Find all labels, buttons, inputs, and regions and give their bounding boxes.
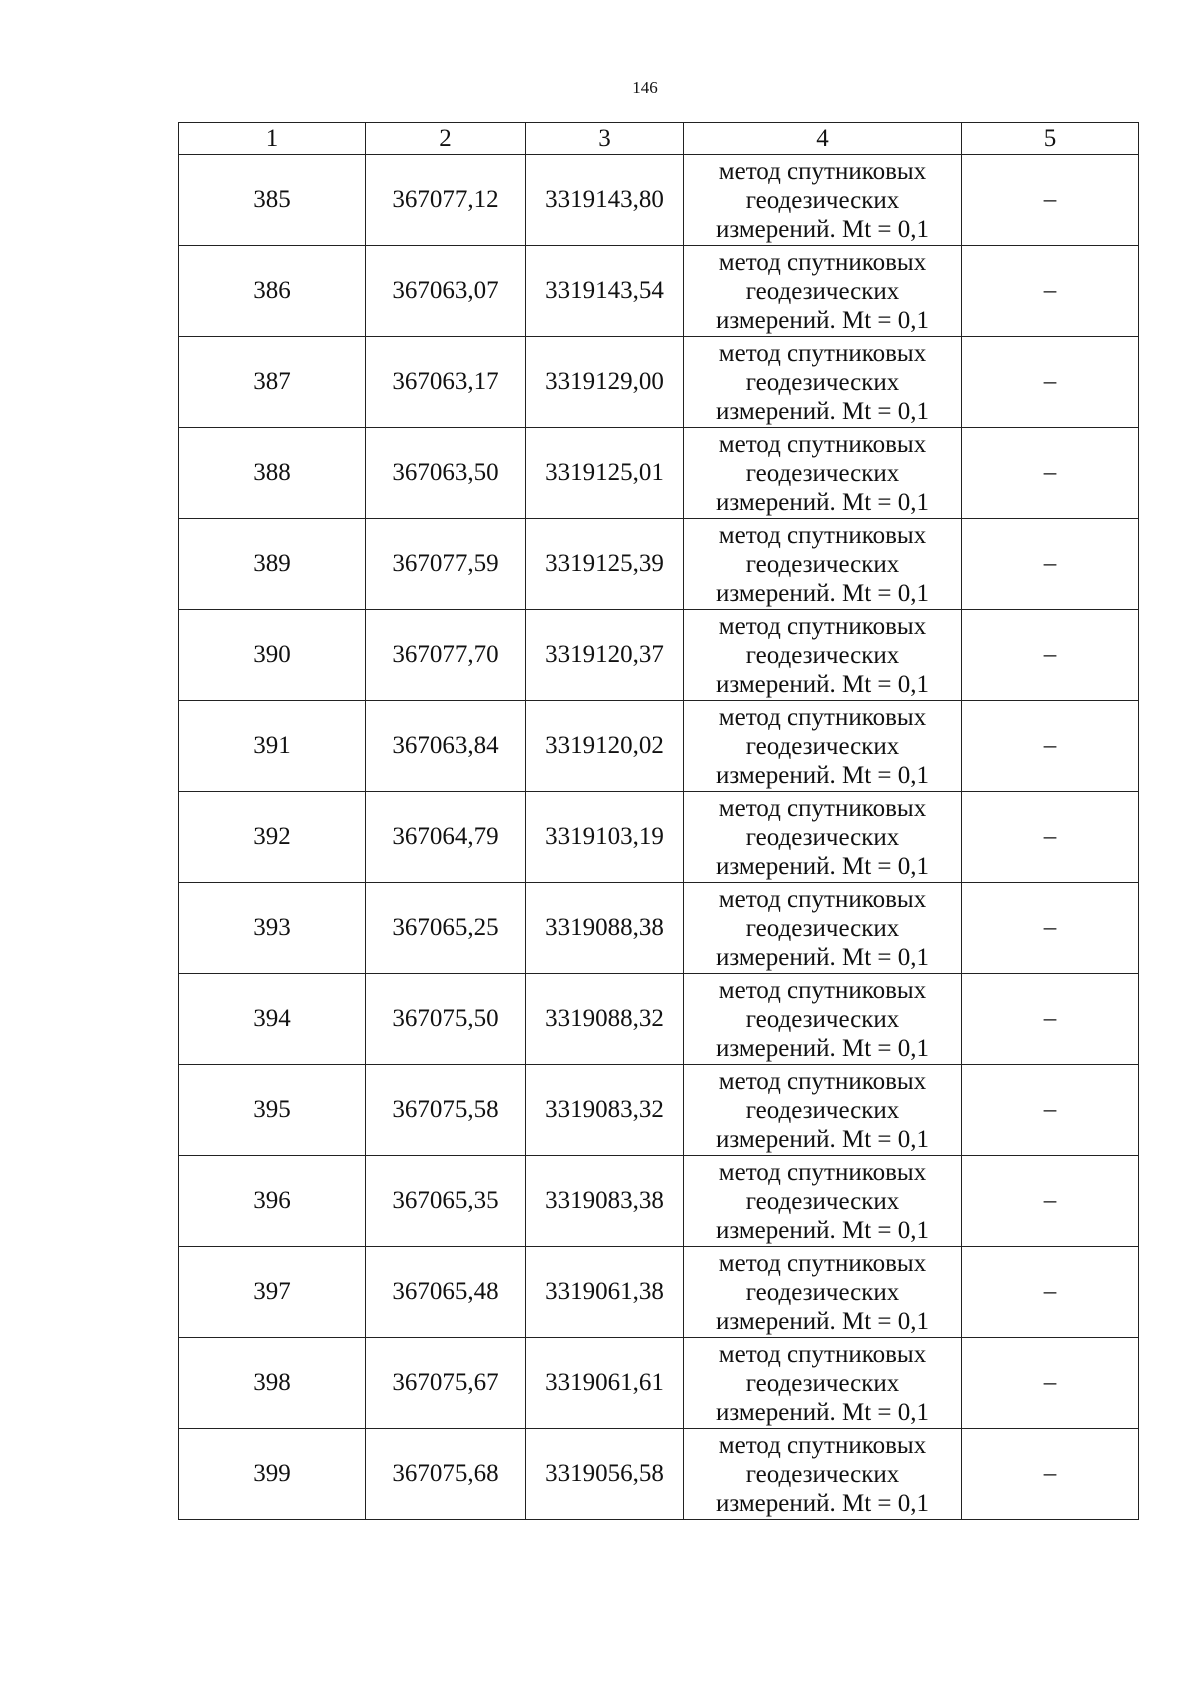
point-number-cell: 397 xyxy=(179,1247,366,1338)
method-line: метод спутниковых xyxy=(718,248,927,276)
y-coordinate-cell: 3319120,02 xyxy=(526,701,684,792)
x-coordinate-cell: 367077,70 xyxy=(366,610,526,701)
method-cell xyxy=(684,974,962,1065)
x-coordinate-cell: 367065,48 xyxy=(366,1247,526,1338)
method-line: геодезических xyxy=(745,1005,900,1033)
method-line: геодезических xyxy=(745,459,900,487)
note-cell: – xyxy=(962,701,1139,792)
method-line: геодезических xyxy=(745,914,900,942)
x-coordinate-cell: 367075,67 xyxy=(366,1338,526,1429)
method-line: метод спутниковых xyxy=(718,794,927,822)
method-line: метод спутниковых xyxy=(718,430,927,458)
table-row xyxy=(179,519,1139,610)
note-cell: – xyxy=(962,1429,1139,1520)
method-cell xyxy=(684,519,962,610)
method-line: измерений. Mt = 0,1 xyxy=(715,215,930,243)
column-header: 1 xyxy=(179,123,366,155)
method-cell xyxy=(684,792,962,883)
y-coordinate-cell: 3319129,00 xyxy=(526,337,684,428)
table-row xyxy=(179,701,1139,792)
note-cell: – xyxy=(962,246,1139,337)
method-cell xyxy=(684,883,962,974)
method-line: измерений. Mt = 0,1 xyxy=(715,943,930,971)
method-cell xyxy=(684,246,962,337)
note-cell: – xyxy=(962,1338,1139,1429)
method-line: геодезических xyxy=(745,186,900,214)
y-coordinate-cell: 3319143,54 xyxy=(526,246,684,337)
point-number-cell: 389 xyxy=(179,519,366,610)
point-number-cell: 392 xyxy=(179,792,366,883)
y-coordinate-cell: 3319061,61 xyxy=(526,1338,684,1429)
method-cell xyxy=(684,1429,962,1520)
method-cell xyxy=(684,155,962,246)
method-line: измерений. Mt = 0,1 xyxy=(715,1216,930,1244)
method-line: метод спутниковых xyxy=(718,703,927,731)
y-coordinate-cell: 3319061,38 xyxy=(526,1247,684,1338)
method-line: измерений. Mt = 0,1 xyxy=(715,1307,930,1335)
note-cell: – xyxy=(962,610,1139,701)
x-coordinate-cell: 367065,35 xyxy=(366,1156,526,1247)
x-coordinate-cell: 367063,50 xyxy=(366,428,526,519)
method-line: геодезических xyxy=(745,1278,900,1306)
method-line: измерений. Mt = 0,1 xyxy=(715,1125,930,1153)
column-header: 3 xyxy=(526,123,684,155)
point-number-cell: 391 xyxy=(179,701,366,792)
y-coordinate-cell: 3319120,37 xyxy=(526,610,684,701)
method-line: геодезических xyxy=(745,550,900,578)
method-line: измерений. Mt = 0,1 xyxy=(715,670,930,698)
method-line: метод спутниковых xyxy=(718,157,927,185)
method-line: геодезических xyxy=(745,277,900,305)
method-line: измерений. Mt = 0,1 xyxy=(715,306,930,334)
y-coordinate-cell: 3319088,38 xyxy=(526,883,684,974)
table-row xyxy=(179,1429,1139,1520)
table-row xyxy=(179,1156,1139,1247)
y-coordinate-cell: 3319125,39 xyxy=(526,519,684,610)
method-line: измерений. Mt = 0,1 xyxy=(715,1034,930,1062)
table-row xyxy=(179,610,1139,701)
method-line: геодезических xyxy=(745,732,900,760)
x-coordinate-cell: 367075,68 xyxy=(366,1429,526,1520)
table-row xyxy=(179,155,1139,246)
y-coordinate-cell: 3319125,01 xyxy=(526,428,684,519)
table-header-row xyxy=(179,123,1139,155)
method-line: метод спутниковых xyxy=(718,1067,927,1095)
method-line: геодезических xyxy=(745,368,900,396)
point-number-cell: 394 xyxy=(179,974,366,1065)
table-row xyxy=(179,428,1139,519)
note-cell: – xyxy=(962,1065,1139,1156)
point-number-cell: 385 xyxy=(179,155,366,246)
table-row xyxy=(179,337,1139,428)
method-line: измерений. Mt = 0,1 xyxy=(715,1398,930,1426)
method-line: геодезических xyxy=(745,1187,900,1215)
method-line: измерений. Mt = 0,1 xyxy=(715,397,930,425)
method-line: метод спутниковых xyxy=(718,1431,927,1459)
x-coordinate-cell: 367064,79 xyxy=(366,792,526,883)
note-cell: – xyxy=(962,792,1139,883)
y-coordinate-cell: 3319088,32 xyxy=(526,974,684,1065)
x-coordinate-cell: 367065,25 xyxy=(366,883,526,974)
point-number-cell: 388 xyxy=(179,428,366,519)
method-cell xyxy=(684,1338,962,1429)
method-cell xyxy=(684,610,962,701)
method-cell xyxy=(684,1247,962,1338)
x-coordinate-cell: 367063,17 xyxy=(366,337,526,428)
y-coordinate-cell: 3319083,38 xyxy=(526,1156,684,1247)
method-cell xyxy=(684,1065,962,1156)
method-line: геодезических xyxy=(745,1369,900,1397)
point-number-cell: 399 xyxy=(179,1429,366,1520)
method-line: геодезических xyxy=(745,1460,900,1488)
point-number-cell: 398 xyxy=(179,1338,366,1429)
note-cell: – xyxy=(962,1247,1139,1338)
note-cell: – xyxy=(962,519,1139,610)
method-cell xyxy=(684,1156,962,1247)
x-coordinate-cell: 367075,50 xyxy=(366,974,526,1065)
method-line: метод спутниковых xyxy=(718,885,927,913)
table-row xyxy=(179,1247,1139,1338)
table-row xyxy=(179,974,1139,1065)
point-number-cell: 386 xyxy=(179,246,366,337)
table-body xyxy=(179,155,1139,1520)
note-cell: – xyxy=(962,883,1139,974)
method-line: измерений. Mt = 0,1 xyxy=(715,852,930,880)
note-cell: – xyxy=(962,1156,1139,1247)
point-number-cell: 393 xyxy=(179,883,366,974)
method-line: геодезических xyxy=(745,641,900,669)
coordinates-table xyxy=(178,122,1139,1520)
page-number: 146 xyxy=(632,78,658,97)
x-coordinate-cell: 367077,59 xyxy=(366,519,526,610)
column-header: 4 xyxy=(684,123,962,155)
y-coordinate-cell: 3319103,19 xyxy=(526,792,684,883)
note-cell: – xyxy=(962,974,1139,1065)
method-cell xyxy=(684,428,962,519)
method-line: метод спутниковых xyxy=(718,1340,927,1368)
method-line: геодезических xyxy=(745,1096,900,1124)
method-line: метод спутниковых xyxy=(718,1158,927,1186)
y-coordinate-cell: 3319083,32 xyxy=(526,1065,684,1156)
note-cell: – xyxy=(962,428,1139,519)
method-line: метод спутниковых xyxy=(718,339,927,367)
method-line: измерений. Mt = 0,1 xyxy=(715,579,930,607)
x-coordinate-cell: 367063,07 xyxy=(366,246,526,337)
point-number-cell: 390 xyxy=(179,610,366,701)
y-coordinate-cell: 3319056,58 xyxy=(526,1429,684,1520)
table-row xyxy=(179,1338,1139,1429)
method-line: геодезических xyxy=(745,823,900,851)
column-header: 5 xyxy=(962,123,1139,155)
x-coordinate-cell: 367063,84 xyxy=(366,701,526,792)
table-row xyxy=(179,883,1139,974)
column-header: 2 xyxy=(366,123,526,155)
point-number-cell: 396 xyxy=(179,1156,366,1247)
note-cell: – xyxy=(962,155,1139,246)
method-line: метод спутниковых xyxy=(718,1249,927,1277)
x-coordinate-cell: 367075,58 xyxy=(366,1065,526,1156)
method-line: метод спутниковых xyxy=(718,976,927,1004)
x-coordinate-cell: 367077,12 xyxy=(366,155,526,246)
method-line: измерений. Mt = 0,1 xyxy=(715,1489,930,1517)
method-line: измерений. Mt = 0,1 xyxy=(715,488,930,516)
table-row xyxy=(179,792,1139,883)
method-cell xyxy=(684,701,962,792)
method-line: измерений. Mt = 0,1 xyxy=(715,761,930,789)
table-row xyxy=(179,1065,1139,1156)
method-cell xyxy=(684,337,962,428)
note-cell: – xyxy=(962,337,1139,428)
method-line: метод спутниковых xyxy=(718,521,927,549)
y-coordinate-cell: 3319143,80 xyxy=(526,155,684,246)
point-number-cell: 387 xyxy=(179,337,366,428)
method-line: метод спутниковых xyxy=(718,612,927,640)
point-number-cell: 395 xyxy=(179,1065,366,1156)
table-row xyxy=(179,246,1139,337)
